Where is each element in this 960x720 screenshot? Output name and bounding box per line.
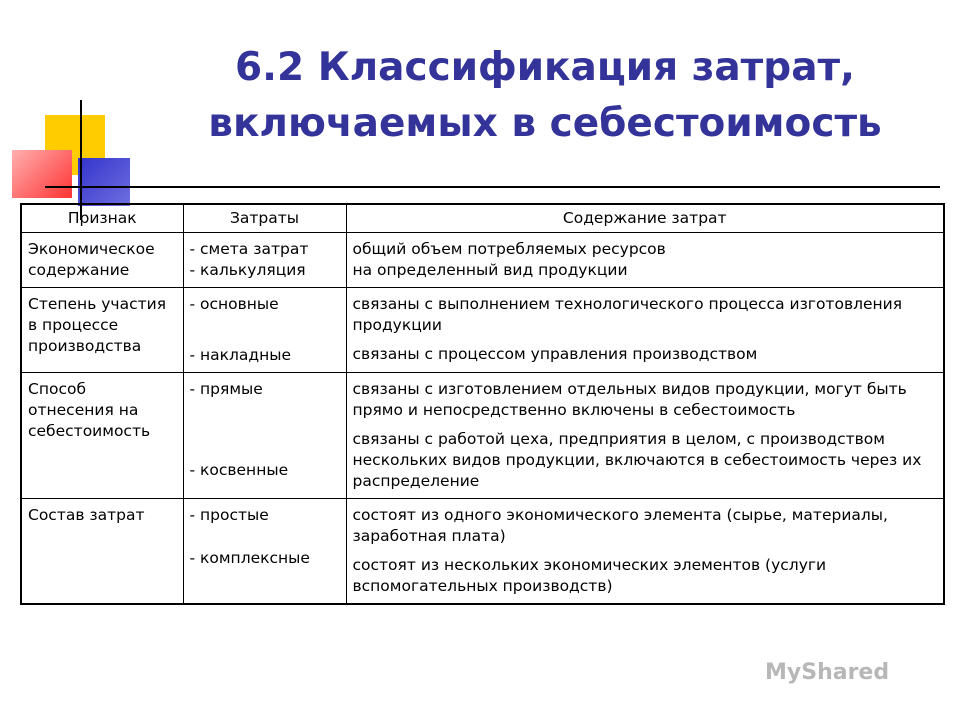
cost-item: - косвенные: [189, 461, 289, 479]
cost-item: - смета затрат: [189, 240, 309, 258]
decor-red-square: [12, 150, 72, 198]
table-row: [21, 499, 944, 605]
table-row: [21, 288, 944, 373]
table-row: [21, 233, 944, 288]
cost-item: - калькуляция: [189, 261, 306, 279]
title-underline: [45, 186, 940, 188]
feature-cell: Способ отнесения на себестоимость: [21, 373, 183, 499]
cost-item: - накладные: [189, 346, 292, 364]
feature-cell: Экономическое содержание: [21, 233, 183, 288]
costs-cell: [183, 499, 346, 605]
costs-cell: [183, 233, 346, 288]
content-item: связаны с выполнением технологического процесса изготовления продукции: [352, 295, 903, 334]
content-item: состоят из одного экономического элемента (сырье, материалы, заработная плата): [352, 506, 888, 545]
content-item: связаны с работой цеха, предприятия в целом, с производством нескольких видов продукции, включаются в себестоимость через их распределение: [352, 430, 922, 490]
content-cell: [346, 373, 944, 499]
content-item: связаны с изготовлением отдельных видов продукции, могут быть прямо и непосредственно включены в себестоимость: [352, 380, 907, 419]
content-item: на определенный вид продукции: [352, 261, 628, 279]
header-costs: Затраты: [183, 204, 346, 233]
content-cell: [346, 288, 944, 373]
classification-table: [20, 203, 945, 605]
feature-cell: Состав затрат: [21, 499, 183, 605]
feature-cell: Степень участия в процессе производства: [21, 288, 183, 373]
cost-item: - простые: [189, 506, 269, 524]
watermark-logo: MyShared: [765, 660, 890, 685]
cost-item: - прямые: [189, 380, 263, 398]
content-item: связаны с процессом управления производством: [352, 345, 758, 363]
costs-cell: [183, 288, 346, 373]
decor-vertical-line: [80, 100, 82, 220]
slide-title: [150, 40, 940, 152]
title-line-2: включаемых в себестоимость: [208, 101, 882, 146]
title-line-1: 6.2 Классификация затрат,: [235, 45, 855, 90]
decor-blue-square: [78, 158, 130, 206]
costs-cell: [183, 373, 346, 499]
table-row: [21, 373, 944, 499]
header-feature: Признак: [21, 204, 183, 233]
content-item: общий объем потребляемых ресурсов: [352, 240, 666, 258]
header-content: Содержание затрат: [346, 204, 944, 233]
cost-item: - комплексные: [189, 549, 310, 567]
table-header-row: [21, 204, 944, 233]
content-cell: [346, 499, 944, 605]
content-cell: [346, 233, 944, 288]
content-item: состоят из нескольких экономических элементов (услуги вспомогательных производств): [352, 556, 827, 595]
cost-item: - основные: [189, 295, 279, 313]
